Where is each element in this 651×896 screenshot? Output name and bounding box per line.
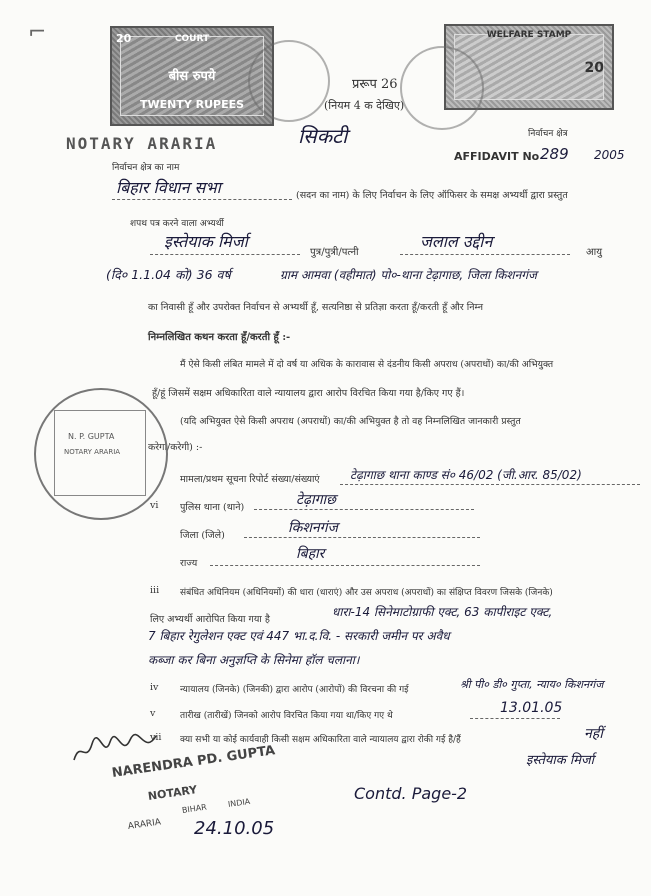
constituency-label: निर्वाचन क्षेत्र — [528, 129, 568, 139]
address-hand: ग्राम आमवा (वहीमात) पो०-थाना टेढ़ागाछ, जिला किशनगंज — [280, 268, 537, 282]
house-label: निर्वाचन क्षेत्र का नाम — [112, 163, 180, 173]
header-seal — [248, 40, 330, 122]
rule-reference: (नियम 4 क देखिए) — [324, 99, 405, 112]
continued-note: Contd. Page-2 — [354, 784, 468, 803]
police-station-hand: टेढ़ागाछ — [296, 492, 336, 508]
stay-label: क्या सभी या कोई कार्यवाही किसी सक्षम अधिकारिता वाले न्यायालय द्वारा रोकी गई है/हैं — [180, 735, 461, 745]
section-label-2: लिए अभ्यर्थी आरोपित किया गया है — [150, 614, 270, 625]
father-name: जलाल उद्दीन — [420, 232, 493, 251]
district-line — [244, 537, 480, 538]
welfare-stamp-label: WELFARE STAMP — [486, 30, 572, 40]
notary-name: NARENDRA PD. GUPTA — [110, 743, 277, 781]
section-hand-2: 7 बिहार रेगुलेशन एक्ट एवं 447 भा.द.वि. - सरकारी जमीन पर अवैध — [148, 629, 450, 643]
fir-line — [340, 484, 640, 485]
state-line — [210, 565, 480, 566]
constituency-hand: सिकटी — [298, 124, 348, 148]
roman-ii-a: vi — [150, 500, 159, 511]
court-label: न्यायालय (जिनके) (जिनकी) द्वारा आरोप (आरोपों) की विरचना की गई — [180, 685, 409, 695]
section-label: संबंधित अधिनियम (अधिनियमों) की धारा (धाराएं) और उस अपराध (अपराधों) का संक्षिप्त विवरण जिसके (जिनके) — [180, 588, 553, 598]
section-hand-1: धारा-14 सिनेमाटोग्राफी एक्ट, 63 कापीराइट एक्ट, — [332, 605, 553, 619]
stamp-rupees-label: TWENTY RUPEES — [139, 98, 245, 111]
age-label: आयु — [586, 247, 603, 258]
affidavit-number: 289 — [540, 145, 569, 163]
stamp-value-left: 20 — [116, 32, 132, 45]
item-i-line3: (यदि अभियुक्त ऐसे किसी अपराध (अपराधों) का/की अभियुक्त है तो वह निम्नलिखित जानकारी प्रस्तुत — [180, 416, 521, 427]
roman-iii: iii — [150, 585, 160, 596]
house-suffix: (सदन का नाम) के लिए निर्वाचन के लिए ऑफिसर के समक्ष अभ्यर्थी द्वारा प्रस्तुत — [296, 190, 568, 201]
corner-mark: ⌐ — [28, 20, 47, 45]
welfare-stamp-value: 20 — [584, 60, 604, 76]
notary-seal — [34, 388, 168, 520]
house-line — [112, 199, 292, 200]
header-seal-right — [400, 46, 484, 130]
resident-line: का निवासी हूँ और उपरोक्त निर्वाचन से अभ्यर्थी हूँ, सत्यनिष्ठा से प्रतिज्ञा करता हूँ/करती हूँ और निम्न — [148, 302, 483, 313]
section-hand-3: कब्जा कर बिना अनुज्ञप्ति के सिनेमा हॉल चलाना। — [148, 653, 360, 667]
notary-country: INDIA — [227, 796, 251, 809]
notary-title: NOTARY — [147, 783, 198, 803]
statement-line: निम्नलिखित कथन करता हूँ/करती हूँ :- — [148, 332, 291, 343]
form-title: प्ररूप 26 — [352, 77, 398, 92]
notary-state: BIHAR — [181, 802, 208, 815]
notary-place: ARARIA — [127, 817, 162, 832]
date-hand: 13.01.05 — [500, 700, 563, 716]
affidavit-label: AFFIDAVIT No — [454, 150, 540, 163]
fir-label: मामला/प्रथम सूचना रिपोर्ट संख्या/संख्याएं — [180, 474, 320, 485]
police-station-label: पुलिस थाना (थाने) — [180, 502, 245, 513]
affidavit-year: 2005 — [594, 148, 625, 162]
stamp-court-label: COURT — [174, 34, 210, 44]
candidate-name: इस्तेयाक मिर्जा — [164, 232, 248, 251]
item-i-line1: मैं ऐसे किसी लंबित मामले में दो वर्ष या अधिक के कारावास से दंडनीय किसी अपराध (अपराधों) का/की अभियुक्त — [180, 359, 554, 370]
stay-hand: नहीं — [584, 726, 603, 742]
roman-v: v — [150, 708, 156, 719]
seal-name: N. P. GUPTA — [68, 432, 115, 441]
fir-hand: टेढ़ागाछ थाना काण्ड सं० 46/02 (जी.आर. 85/02) — [350, 468, 582, 482]
date-label: तारीख (तारीखें) जिनको आरोप विरचित किया गया था/किए गए थे — [180, 711, 393, 721]
notary-date: 24.10.05 — [194, 818, 275, 839]
candidate-line — [150, 254, 300, 255]
police-station-line — [254, 509, 474, 510]
father-line — [400, 254, 570, 255]
item-i-line4: करेगा/करेगी) :- — [148, 442, 203, 453]
notary-place-stamp: NOTARY ARARIA — [66, 134, 218, 153]
roman-iv: iv — [150, 682, 159, 693]
district-hand: किशनगंज — [288, 520, 338, 536]
district-label: जिला (जिले) — [180, 530, 225, 541]
relation-label: पुत्र/पुत्री/पत्नी — [310, 247, 359, 258]
candidate-signature: इस्तेयाक मिर्जा — [526, 753, 595, 768]
roman-vii: vii — [150, 732, 162, 743]
house-hand: बिहार विधान सभा — [116, 178, 221, 197]
item-i-line2: हूँ/हूं जिसमें सक्षम अधिकारिता वाले न्यायालय द्वारा आरोप विरचित किया गया है/किए गए हैं। — [152, 388, 465, 399]
state-hand: बिहार — [296, 546, 325, 562]
dob-hand: (दि० 1.1.04 को) 36 वर्ष — [106, 267, 231, 282]
filed-by-label: शपथ पत्र करने वाला अभ्यर्थी — [130, 219, 224, 229]
stamp-hindi-label: बीस रुपये — [168, 69, 216, 84]
date-line — [470, 718, 560, 719]
state-label: राज्य — [180, 558, 198, 569]
court-hand: श्री पी० डी० गुप्ता, न्याय० किशनगंज — [460, 678, 604, 691]
seal-text: NOTARY ARARIA — [64, 448, 121, 456]
